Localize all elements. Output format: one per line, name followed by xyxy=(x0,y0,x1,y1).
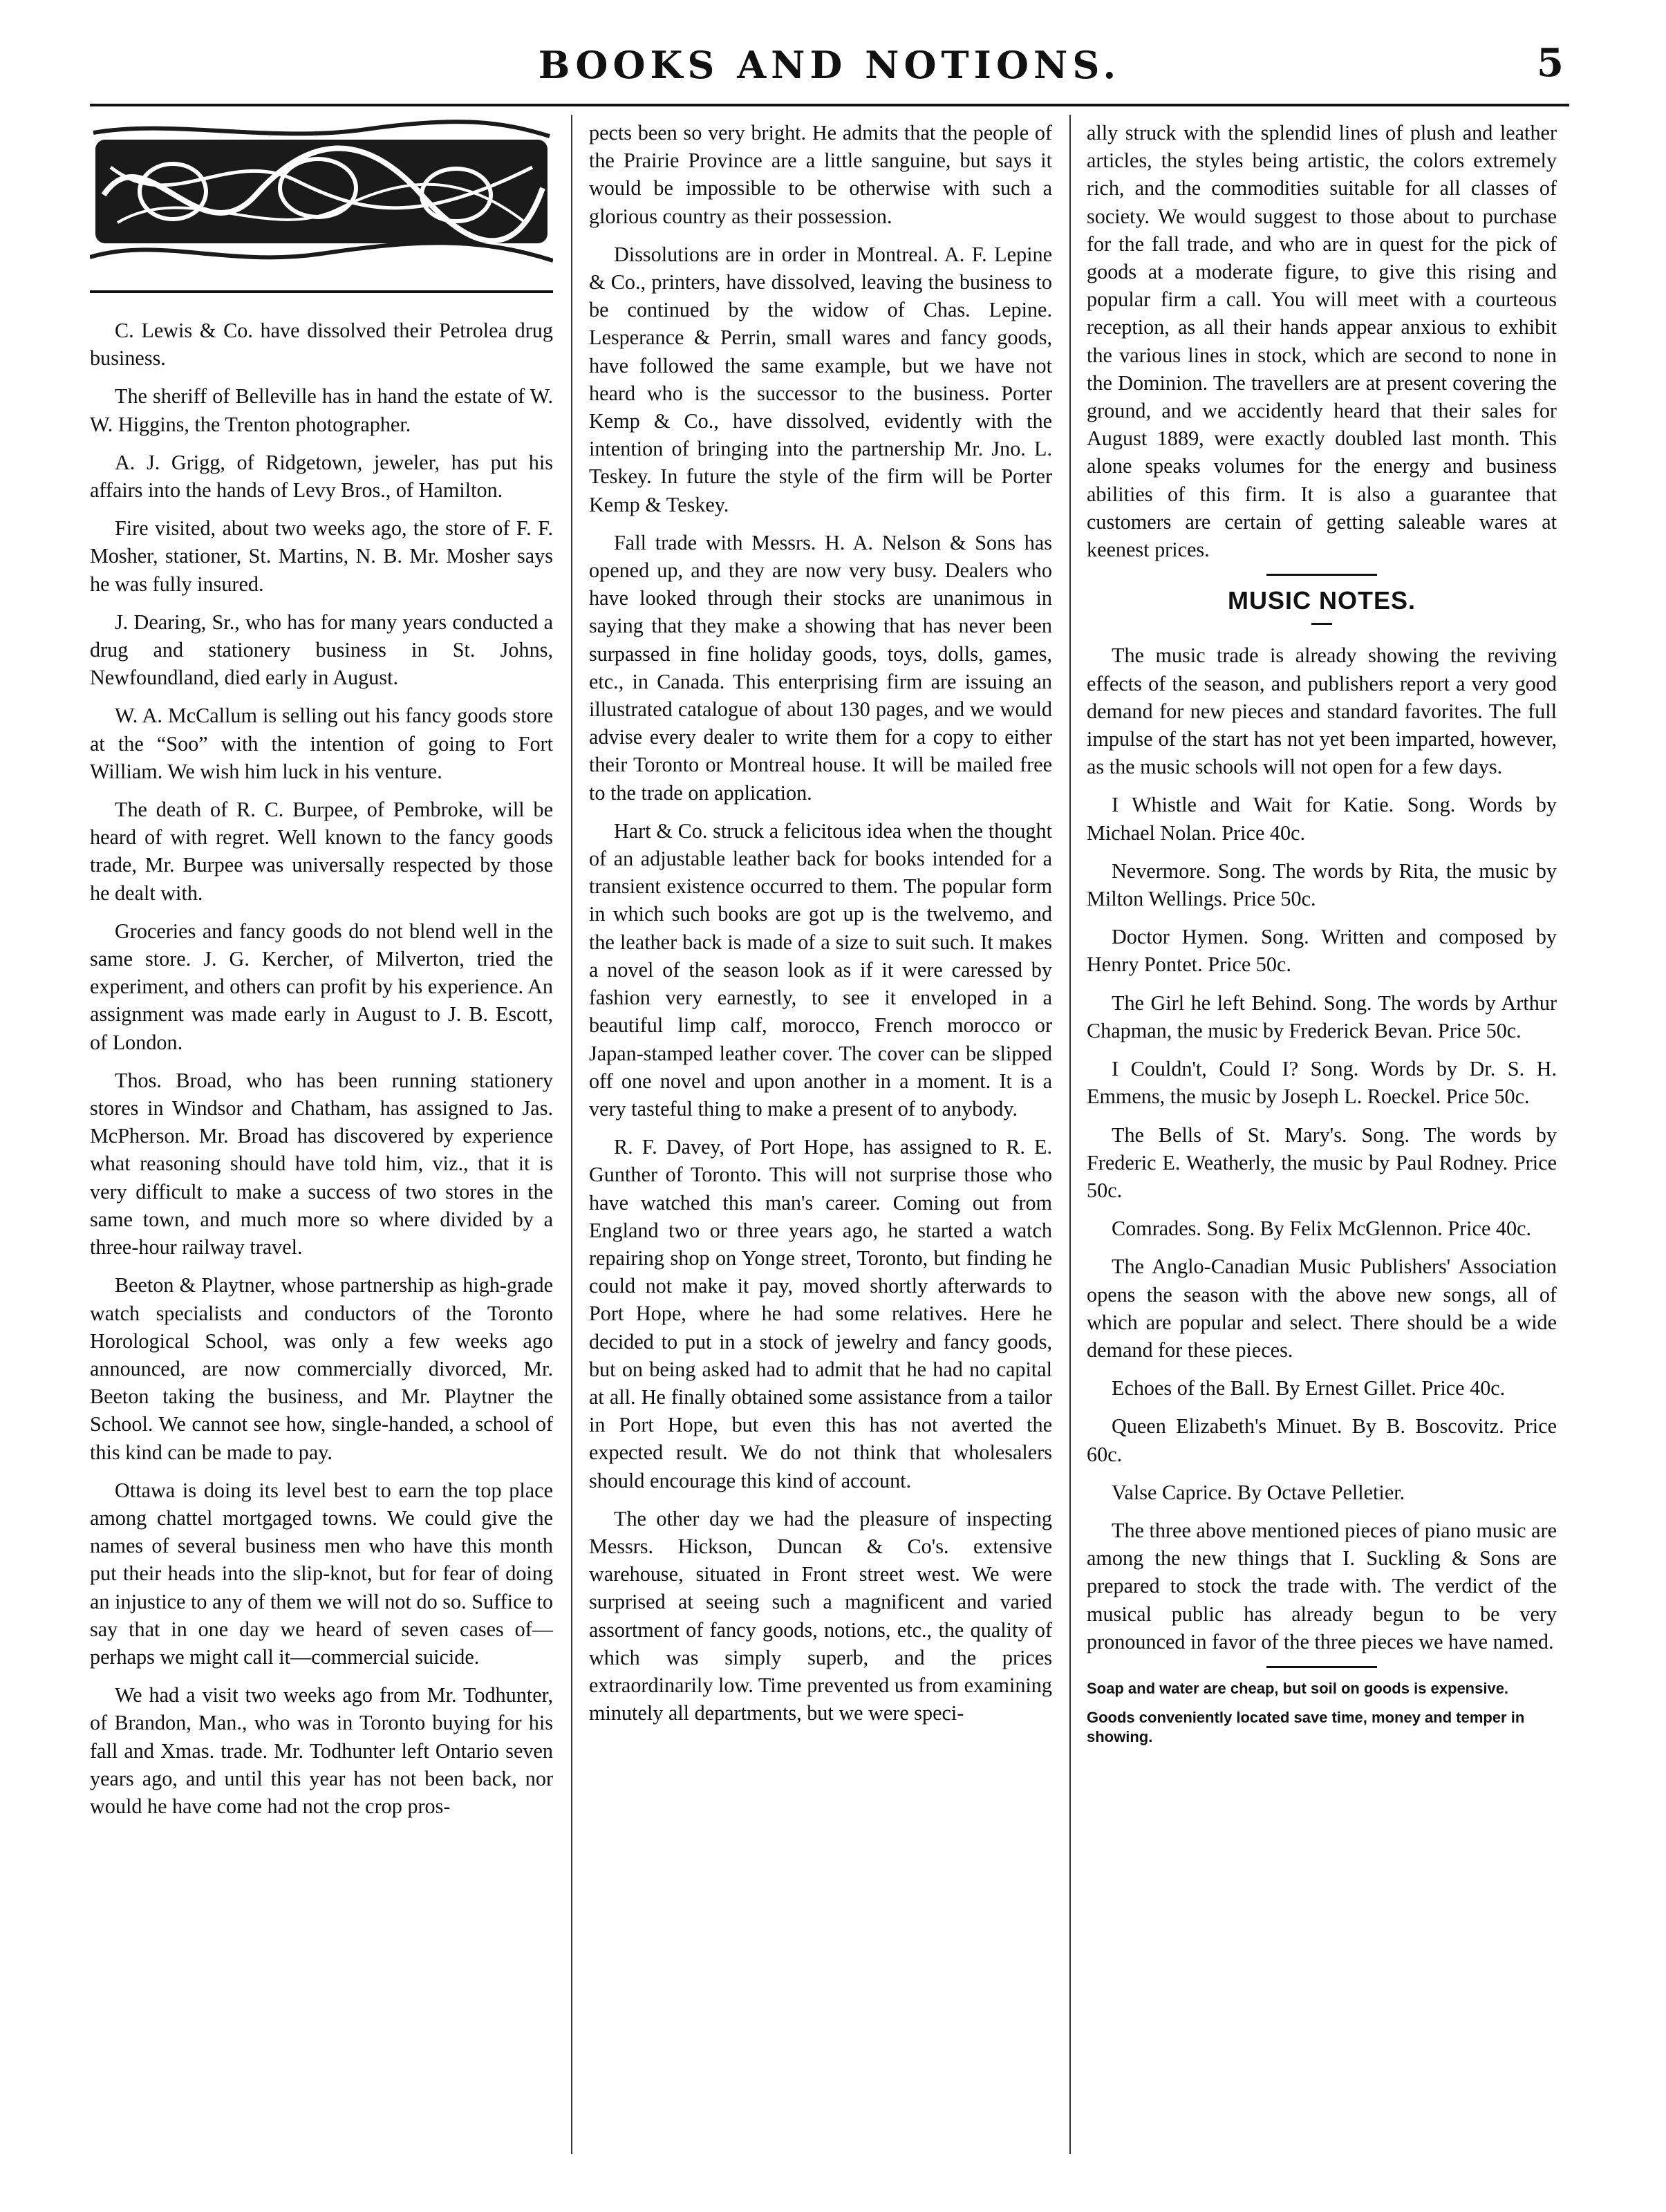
footer-note xyxy=(1087,1679,1557,1698)
news-item: Groceries and fancy goods do not blend well in the same store. J. G. Kercher, of Milverton, tried the experiment, and others can profit by his experience. An assignment was made early in August to J. B. Escott, of London. xyxy=(90,919,553,1054)
music-item: I Couldn't, Could I? Song. Words by Dr. S. H. Emmens, the music by Joseph L. Roeckel. Price 50c. xyxy=(1087,1057,1557,1109)
news-item: C. Lewis & Co. have dissolved their Petrolea drug business. xyxy=(90,319,553,371)
music-item: Echoes of the Ball. By Ernest Gillet. Price 40c. xyxy=(1112,1376,1506,1400)
page-header xyxy=(90,40,1569,105)
music-item: The music trade is already showing the reviving effects of the season, and publishers report a very good demand for new pieces and standard favorites. The full impulse of the start has not yet been imparted, however, as the music schools will not open for a few days. xyxy=(1087,644,1557,779)
music-item: The three above mentioned pieces of piano music are among the new things that I. Suckling & Sons are prepared to stock the trade with. The verdict of the musical public has already begun to be very pronounced in favor of the three pieces we have named. xyxy=(1087,1518,1557,1653)
music-item: Valse Caprice. By Octave Pelletier. xyxy=(1112,1480,1405,1504)
music-item: Comrades. Song. By Felix McGlennon. Price 40c. xyxy=(1112,1217,1532,1241)
music-item: Queen Elizabeth's Minuet. By B. Boscovitz. Price 60c. xyxy=(1087,1414,1557,1466)
music-item: Nevermore. Song. The words by Rita, the music by Milton Wellings. Price 50c. xyxy=(1087,859,1557,911)
music-item: Doctor Hymen. Song. Written and composed by Henry Pontet. Price 50c. xyxy=(1087,925,1557,977)
music-item: The Anglo-Canadian Music Publishers' Association opens the season with the above new songs, all of which are popular and select. There should be a wide demand for these pieces. xyxy=(1087,1255,1557,1362)
section-rule xyxy=(1266,574,1377,576)
news-item: The death of R. C. Burpee, of Pembroke, will be heard of with regret. Well known to the fancy goods trade, Mr. Burpee was universally respected by those he dealt with. xyxy=(90,798,553,905)
footer-note xyxy=(1087,1708,1557,1747)
news-item: We had a visit two weeks ago from Mr. Todhunter, of Brandon, Man., who was in Toronto buying for his fall and Xmas. trade. Mr. Todhunter left Ontario seven years ago, and until this year has not been back, nor would he have come had not the crop pros- xyxy=(90,1683,553,1818)
section-rule xyxy=(1266,1666,1377,1668)
music-item: The Girl he left Behind. Song. The words by Arthur Chapman, the music by Frederick Bevan. Price 50c. xyxy=(1087,991,1557,1042)
column-2 xyxy=(589,119,1052,1737)
news-item: ally struck with the splendid lines of plush and leather articles, the styles being artistic, the colors extremely rich, and the commodities suitable for all classes of society. We would suggest to those about to purchase for the fall trade, and who are in quest for the pick of goods at a moderate figure, to give this rising and popular firm a call. You will meet with a courteous reception, as all their hands appear anxious to exhibit the various lines in stock, which are second to none in the Dominion. The travellers are at present covering the ground, and we accidently heard that their sales for August 1889, were exactly doubled last month. This alone speaks volumes for the energy and business abilities of this firm. It is also a guarantee that customers are certain of getting saleable wares at keenest prices. xyxy=(1087,121,1557,562)
news-item: The sheriff of Belleville has in hand the estate of W. W. Higgins, the Trenton photographer. xyxy=(90,384,553,436)
news-item: Fire visited, about two weeks ago, the store of F. F. Mosher, stationer, St. Martins, N. B. Mr. Mosher says he was fully insured. xyxy=(90,516,553,596)
page-number: 5 xyxy=(1537,40,1564,86)
news-item: Thos. Broad, who has been running stationery stores in Windsor and Chatham, has assigned to Jas. McPherson. Mr. Broad has discovered by experience what reasoning should have told him, viz., that it is very difficult to make a success of two stores in the same town, and much more so where divided by a three-hour railway travel. xyxy=(90,1068,553,1259)
running-title: BOOKS AND NOTIONS. xyxy=(538,43,1121,87)
news-item: Dissolutions are in order in Montreal. A. F. Lepine & Co., printers, have dissolved, leaving the business to be continued by the widow of Chas. Lepine. Lesperance & Perrin, small wares and fancy goods, have followed the same example, but we have not heard who is the successor to the business. Porter Kemp & Co., have dissolved, evidently with the intention of bringing into the partnership Mr. Jno. L. Teskey. In future the style of the firm will be Porter Kemp & Teskey. xyxy=(589,242,1052,516)
header-rule xyxy=(90,104,1569,106)
music-item: I Whistle and Wait for Katie. Song. Words by Michael Nolan. Price 40c. xyxy=(1087,793,1557,845)
heading-dash xyxy=(1311,623,1332,625)
news-item: pects been so very bright. He admits that the people of the Prairie Province are a little sanguine, but says it would be impossible to be otherwise with such a glorious country as their possession. xyxy=(589,121,1052,228)
footer-note-text: Goods conveniently located save time, money and temper in showing. xyxy=(1087,1708,1525,1745)
music-item: The Bells of St. Mary's. Song. The words by Frederic E. Weatherly, the music by Paul Rodney. Price 50c. xyxy=(1087,1123,1557,1202)
news-item: Ottawa is doing its level best to earn the top place among chattel mortgaged towns. We could give the names of several business men who have this month put their heads into the slip-knot, but for fear of doing an injustice to any of them we will not do so. Suffice to say that in one day we heard of seven cases of—perhaps we might call it—commercial suicide. xyxy=(90,1478,553,1669)
column-divider xyxy=(1069,115,1071,2154)
news-item: Beeton & Playtner, whose partnership as high-grade watch specialists and conductors of the Toronto Horological School, was only a few weeks ago announced, are now commercially divorced, Mr. Beeton taking the business, and Mr. Playtner the School. We cannot see how, single-handed, a school of this kind can be made to pay. xyxy=(90,1273,553,1464)
news-item: The other day we had the pleasure of inspecting Messrs. Hickson, Duncan & Co's. extensive warehouse, situated in Front street west. We were surprised at seeing such a magnificent and varied assortment of fancy goods, notions, etc., the quality of which was simply superb, and the prices extraordinarily low. Time prevented us from examining minutely all departments, but we were speci- xyxy=(589,1506,1052,1725)
music-notes-heading: MUSIC NOTES. xyxy=(1227,586,1416,615)
footer-note-text: Soap and water are cheap, but soil on goods is expensive. xyxy=(1087,1679,1509,1697)
column-divider xyxy=(571,115,572,2154)
fancy-goods-logo xyxy=(90,119,553,271)
column-3 xyxy=(1087,119,1557,1756)
news-item: A. J. Grigg, of Ridgetown, jeweler, has put his affairs into the hands of Levy Bros., of Hamilton. xyxy=(90,450,553,503)
news-item: R. F. Davey, of Port Hope, has assigned to R. E. Gunther of Toronto. This will not surprise those who have watched this man's career. Coming out from England two or three years ago, he started a watch repairing shop on Yonge street, Toronto, but finding he could not make it pay, moved shortly afterwards to Port Hope, where he had some relatives. Here he decided to put in a stock of jewelry and fancy goods, but on being asked had to admit that he had no capital at all. He finally obtained some assistance from a tailor in Port Hope, but even this has not averted the expected result. We do not think that wholesalers should encourage this kind of account. xyxy=(589,1135,1052,1492)
column-1 xyxy=(90,119,553,1830)
news-item: Hart & Co. struck a felicitous idea when the thought of an adjustable leather back for books intended for a transient existence occurred to them. The popular form in which such books are got up is the twelvemo, and the leather back is made of a size to suit such. It makes a novel of the season look as if it were caressed by fashion very earnestly, to see it enveloped in a beautiful limp calf, morocco, French morocco or Japan-stamped leather cover. The cover can be slipped off one novel and upon another in a moment. It is a very tasteful thing to make a present of to anybody. xyxy=(589,818,1052,1121)
news-item: J. Dearing, Sr., who has for many years conducted a drug and stationery business in St. Johns, Newfoundland, died early in August. xyxy=(90,610,553,690)
section-rule xyxy=(90,290,553,293)
news-item: W. A. McCallum is selling out his fancy goods store at the “Soo” with the intention of going to Fort William. We wish him luck in his venture. xyxy=(90,704,553,783)
news-item: Fall trade with Messrs. H. A. Nelson & Sons has opened up, and they are now very busy. Dealers who have looked through their stocks are unanimous in saying that they make a showing that has never been surpassed in fine holiday goods, toys, dolls, games, etc., in Canada. This enterprising firm are issuing an illustrated catalogue of about 130 pages, and we would advise every dealer to write them for a copy to either their Toronto or Montreal house. It will be mailed free to the trade on application. xyxy=(589,530,1052,805)
